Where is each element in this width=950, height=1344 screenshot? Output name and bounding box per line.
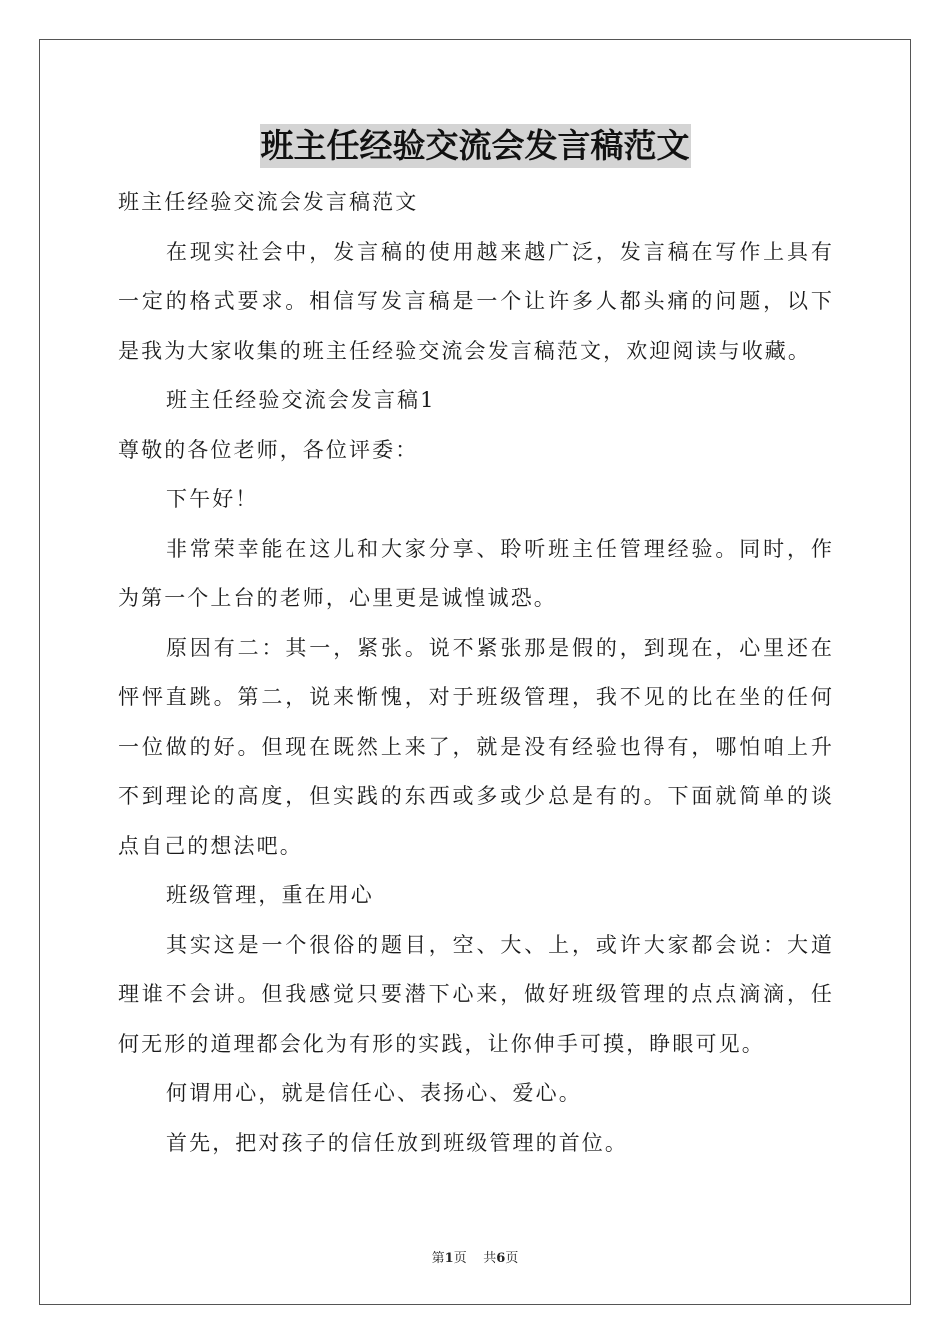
document-title: 班主任经验交流会发言稿范文 xyxy=(260,124,691,168)
paragraph: 非常荣幸能在这儿和大家分享、聆听班主任管理经验。同时，作为第一个上台的老师，心里更是诚惶诚恐。 xyxy=(118,536,834,610)
total-prefix: 共 xyxy=(483,1251,497,1266)
paragraph: 尊敬的各位老师，各位评委： xyxy=(118,437,419,462)
paragraph: 其实这是一个很俗的题目，空、大、上，或许大家都会说：大道理谁不会讲。但我感觉只要潜下心来，做好班级管理的点点滴滴，任何无形的道理都会化为有形的实践，让你伸手可摸，睁眼可见。 xyxy=(118,932,834,1056)
page-prefix: 第 xyxy=(431,1251,445,1266)
title-container xyxy=(0,124,950,168)
paragraph: 原因有二：其一，紧张。说不紧张那是假的，到现在，心里还在怦怦直跳。第二，说来惭愧，对于班级管理，我不见的比在坐的任何一位做的好。但现在既然上来了，就是没有经验也得有，哪怕咱上升不到理论的高度，但实践的东西或多或少总是有的。下面就简单的谈点自己的想法吧。 xyxy=(118,635,834,858)
paragraph: 首先，把对孩子的信任放到班级管理的首位。 xyxy=(166,1130,628,1155)
total-suffix: 页 xyxy=(505,1251,519,1266)
page-number: 1 xyxy=(444,1251,454,1266)
paragraph: 下午好！ xyxy=(166,487,259,511)
page-suffix: 页 xyxy=(453,1251,467,1266)
paragraph: 班主任经验交流会发言稿1 xyxy=(166,388,436,412)
paragraph: 何谓用心，就是信任心、表扬心、爱心。 xyxy=(166,1081,582,1105)
total-pages: 6 xyxy=(496,1251,506,1266)
paragraph: 班主任经验交流会发言稿范文 xyxy=(118,190,419,214)
page-footer xyxy=(0,1247,950,1266)
paragraph: 班级管理，重在用心 xyxy=(166,883,374,907)
paragraph: 在现实社会中，发言稿的使用越来越广泛，发言稿在写作上具有一定的格式要求。相信写发言稿是一个让许多人都头痛的问题，以下是我为大家收集的班主任经验交流会发言稿范文，欢迎阅读与收藏。 xyxy=(118,239,834,363)
document-body xyxy=(118,178,834,1168)
